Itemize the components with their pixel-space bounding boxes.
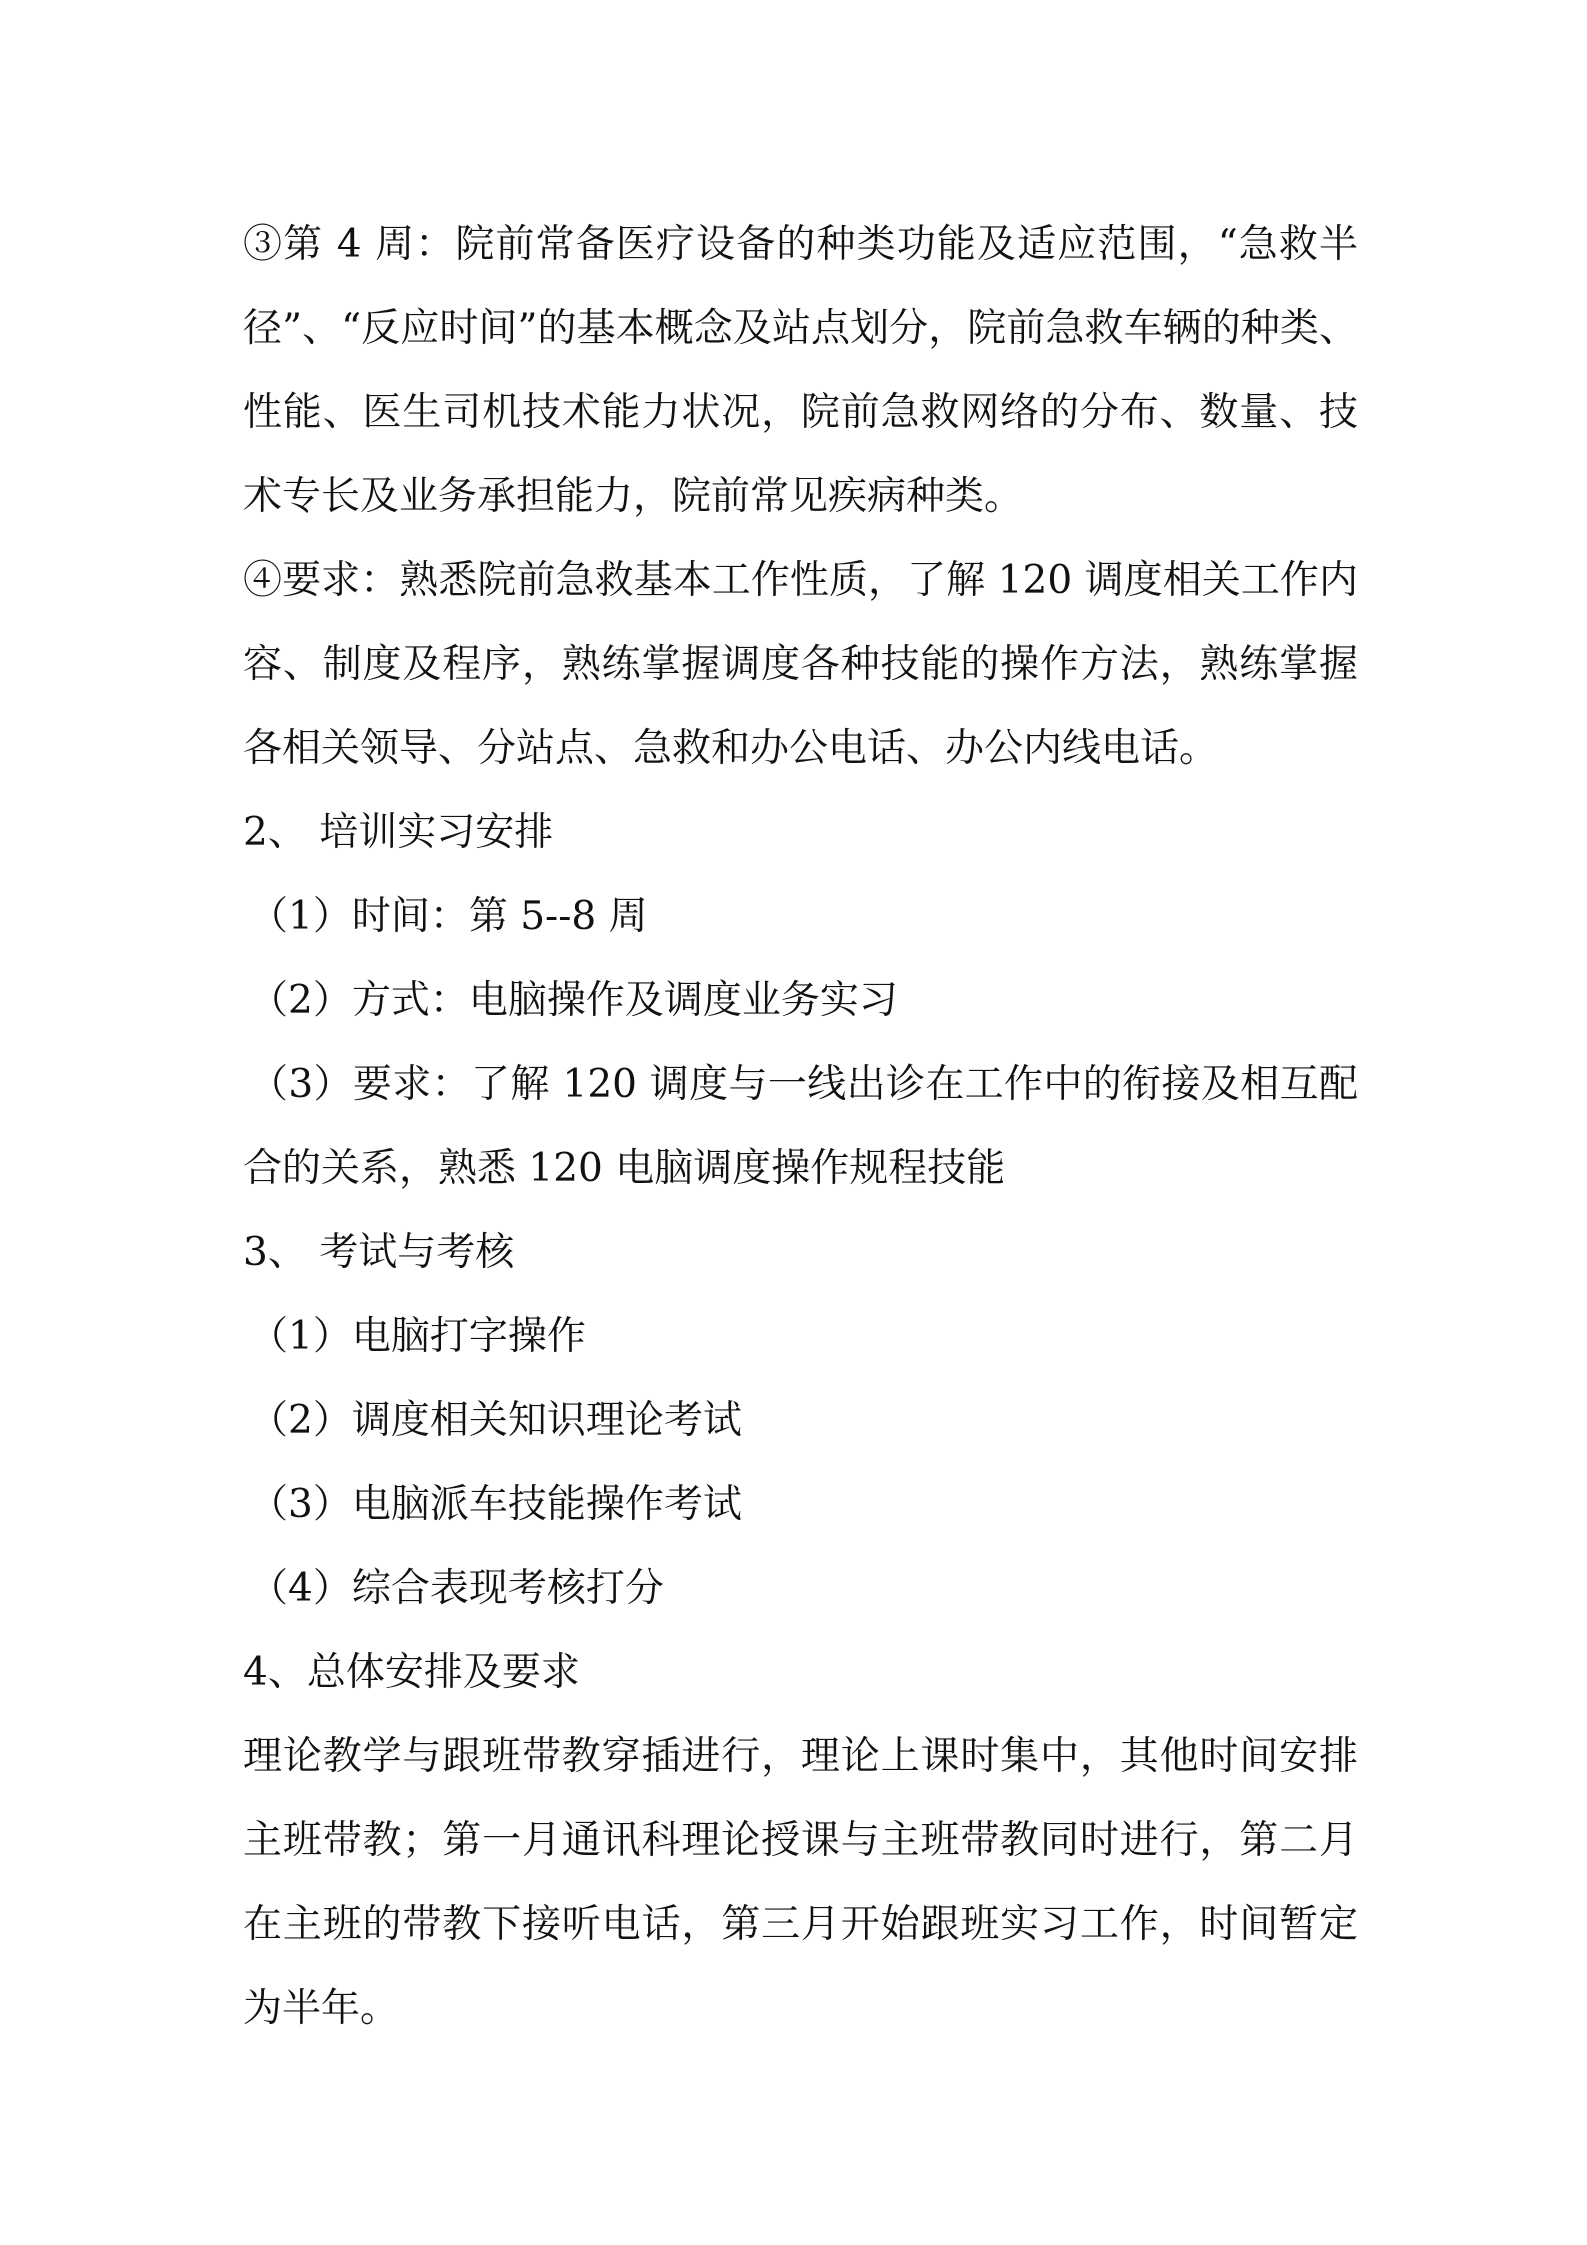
exam-item-typing: （1）电脑打字操作 <box>249 1314 586 1359</box>
overall-arrangement-line-3: 在主班的带教下接听电话，第三月开始跟班实习工作，时间暂定 <box>243 1902 1358 1947</box>
paragraph-week4-line-1: ③第 4 周：院前常备医疗设备的种类功能及适应范围，“急救半 <box>243 222 1358 267</box>
paragraph-requirements-line-2: 容、制度及程序，熟练掌握调度各种技能的操作方法，熟练掌握 <box>243 642 1358 687</box>
training-requirements-line-1: （3）要求：了解 120 调度与一线出诊在工作中的衔接及相互配 <box>249 1062 1358 1107</box>
document-body <box>243 203 1358 2051</box>
section-heading-overall-arrangement: 4、总体安排及要求 <box>243 1650 580 1695</box>
exam-item-theory: （2）调度相关知识理论考试 <box>249 1398 742 1443</box>
paragraph-requirements-line-3: 各相关领导、分站点、急救和办公电话、办公内线电话。 <box>243 726 1219 771</box>
exam-item-overall-score: （4）综合表现考核打分 <box>249 1566 664 1611</box>
overall-arrangement-line-2: 主班带教；第一月通讯科理论授课与主班带教同时进行，第二月 <box>243 1818 1358 1863</box>
exam-item-dispatch-skill: （3）电脑派车技能操作考试 <box>249 1482 742 1527</box>
overall-arrangement-line-4: 为半年。 <box>243 1986 400 2031</box>
section-heading-training-practice: 2、 培训实习安排 <box>243 810 554 855</box>
section-heading-exams: 3、 考试与考核 <box>243 1230 515 1275</box>
paragraph-week4-line-3: 性能、医生司机技术能力状况，院前急救网络的分布、数量、技 <box>243 390 1358 435</box>
paragraph-week4-line-4: 术专长及业务承担能力，院前常见疾病种类。 <box>243 474 1024 519</box>
training-method-item: （2）方式：电脑操作及调度业务实习 <box>249 978 898 1023</box>
overall-arrangement-line-1: 理论教学与跟班带教穿插进行，理论上课时集中，其他时间安排 <box>243 1734 1358 1779</box>
paragraph-week4-line-2: 径”、“反应时间”的基本概念及站点划分，院前急救车辆的种类、 <box>243 306 1358 351</box>
training-time-item: （1）时间：第 5--8 周 <box>249 894 648 939</box>
paragraph-requirements-line-1: ④要求：熟悉院前急救基本工作性质，了解 120 调度相关工作内 <box>243 558 1358 603</box>
training-requirements-line-2: 合的关系，熟悉 120 电脑调度操作规程技能 <box>243 1146 1006 1191</box>
